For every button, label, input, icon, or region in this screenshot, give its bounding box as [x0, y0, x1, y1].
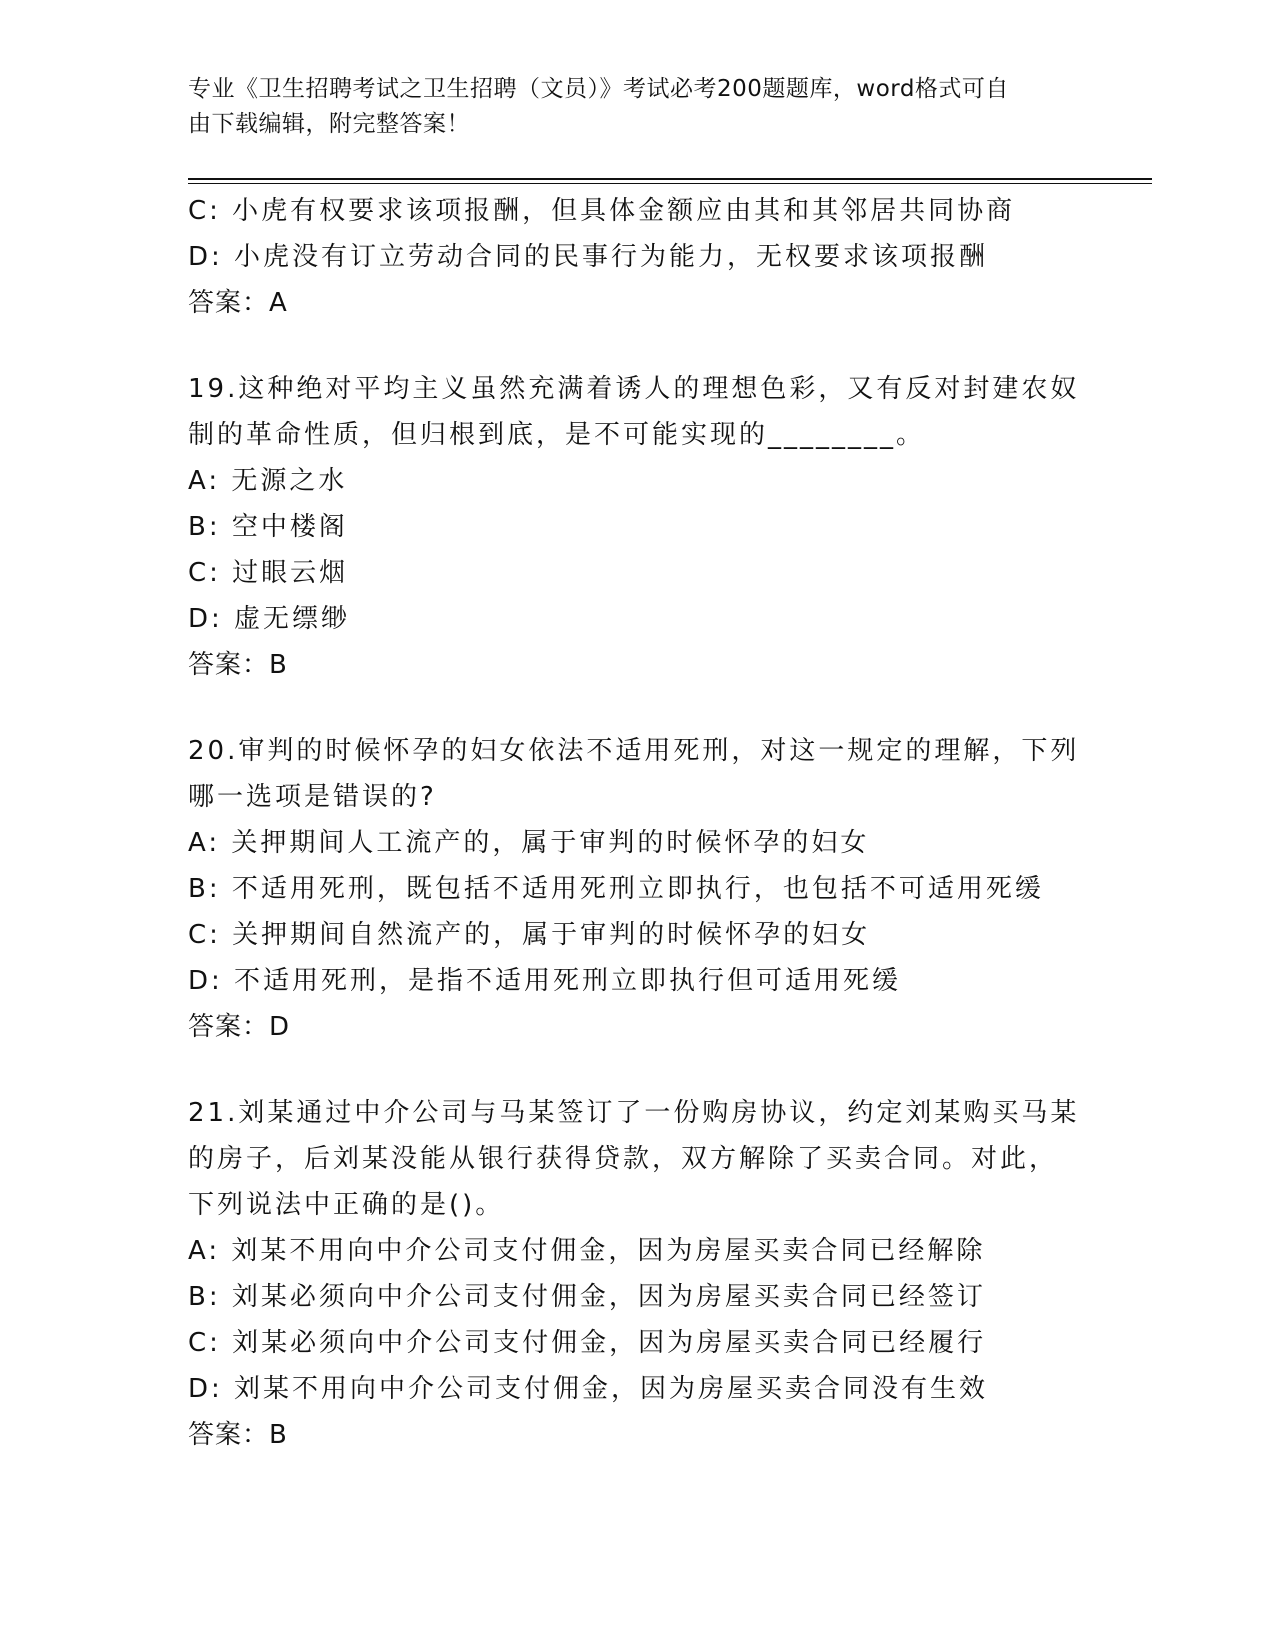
header-divider-thin	[188, 183, 1152, 184]
spacer	[188, 1050, 1088, 1090]
option-c: C: 关押期间自然流产的，属于审判的时候怀孕的妇女	[188, 920, 871, 950]
header-title-line-1: 专业《卫生招聘考试之卫生招聘（文员）》考试必考200题题库，word格式可自	[188, 76, 1009, 102]
option-b: B: 空中楼阁	[188, 512, 348, 542]
option-d: D: 刘某不用向中介公司支付佣金，因为房屋买卖合同没有生效	[188, 1374, 989, 1404]
option-b: B: 不适用死刑，既包括不适用死刑立即执行，也包括不可适用死缓	[188, 874, 1044, 904]
option-a: A: 无源之水	[188, 466, 348, 496]
option-c: C: 刘某必须向中介公司支付佣金，因为房屋买卖合同已经履行	[188, 1328, 987, 1358]
question-content	[188, 188, 1088, 1458]
question-stem-line: 下列说法中正确的是()。	[188, 1190, 505, 1220]
spacer	[188, 688, 1088, 728]
option-a: A: 关押期间人工流产的，属于审判的时候怀孕的妇女	[188, 828, 870, 858]
option-a: A: 刘某不用向中介公司支付佣金，因为房屋买卖合同已经解除	[188, 1236, 986, 1266]
question-stem-line: 的房子，后刘某没能从银行获得贷款，双方解除了买卖合同。对此，	[188, 1144, 1059, 1174]
question-21	[188, 1090, 1088, 1458]
question-18-continued	[188, 188, 1088, 326]
question-19	[188, 366, 1088, 688]
answer-line: 答案：B	[188, 650, 288, 680]
header-title-line-2: 由下载编辑，附完整答案！	[188, 111, 470, 137]
option-b: B: 刘某必须向中介公司支付佣金，因为房屋买卖合同已经签订	[188, 1282, 986, 1312]
question-stem-line: 20.审判的时候怀孕的妇女依法不适用死刑，对这一规定的理解，下列	[188, 736, 1080, 766]
option-d: D: 不适用死刑，是指不适用死刑立即执行但可适用死缓	[188, 966, 902, 996]
spacer	[188, 326, 1088, 366]
answer-line: 答案：B	[188, 1420, 288, 1450]
question-stem-line: 制的革命性质，但归根到底，是不可能实现的________。	[188, 420, 926, 450]
option-c: C: 过眼云烟	[188, 558, 349, 588]
question-stem-line: 19.这种绝对平均主义虽然充满着诱人的理想色彩，又有反对封建农奴	[188, 374, 1080, 404]
option-d: D: 小虎没有订立劳动合同的民事行为能力，无权要求该项报酬	[188, 242, 989, 272]
question-stem-line: 哪一选项是错误的?	[188, 782, 437, 812]
option-d: D: 虚无缥缈	[188, 604, 351, 634]
header-divider-thick	[188, 178, 1152, 180]
page-header	[188, 72, 1068, 142]
option-c: C: 小虎有权要求该项报酬，但具体金额应由其和其邻居共同协商	[188, 196, 1016, 226]
answer-line: 答案：D	[188, 1012, 291, 1042]
question-20	[188, 728, 1088, 1050]
question-stem-line: 21.刘某通过中介公司与马某签订了一份购房协议，约定刘某购买马某	[188, 1098, 1080, 1128]
answer-line: 答案：A	[188, 288, 288, 318]
